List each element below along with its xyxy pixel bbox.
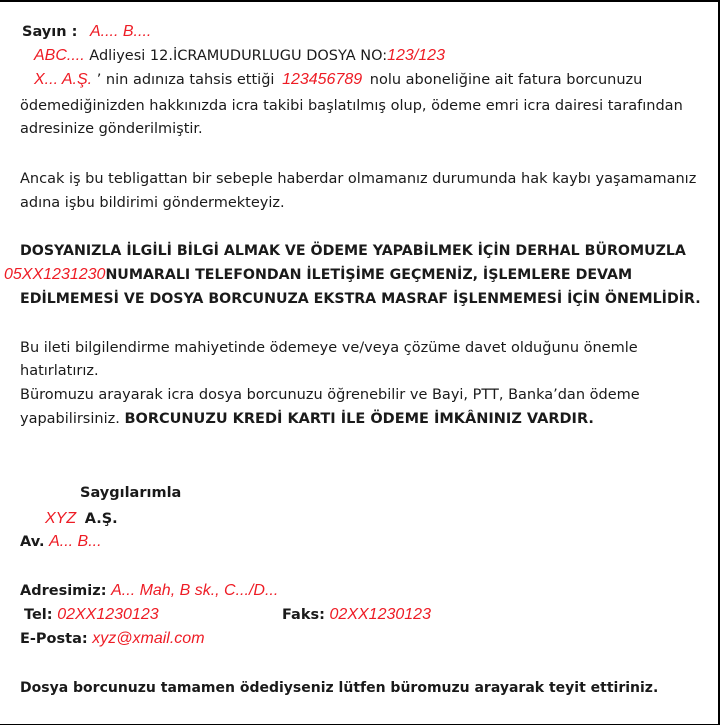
warning-line-2-rest: NUMARALI TELEFONDAN İLETİŞİME GEÇMENİZ, İŞLEMLERE DEVAM [105,267,633,283]
warning-line-3: EDİLMEMESİ VE DOSYA BORCUNUZA EKSTRA MASRAF İŞLENMEMESİ İÇİN ÖNEMLİDİR. [20,291,701,307]
signature-company-suffix: A.Ş. [84,511,118,527]
signature-company [45,509,118,529]
paragraph-3-line-1: Bu ileti bilgilendirme mahiyetinde ödemeye ve/veya çözüme davet olduğunu önemle [20,340,638,356]
fax-label: Faks: [282,607,325,623]
lawyer-name: A... B... [49,533,102,550]
recipient-name: A.... B.... [89,23,152,40]
footer-note: Dosya borcunuzu tamamen ödediyseniz lütfen büromuzu arayarak teyit ettiriniz. [20,680,659,696]
address-label: Adresimiz: [20,583,107,599]
paragraph-3-line-2: hatırlatırız. [20,363,99,379]
paragraph-1-line-2: ödemediğinizden hakkınızda icra takibi başlatılmış olup, ödeme emri icra dairesi tarafından [20,98,683,114]
signature-company-name: XYZ [45,510,77,527]
email-label: E-Posta: [20,631,88,647]
paragraph-2-line-1: Ancak iş bu tebligattan bir sebeple haberdar olmamanız durumunda hak kaybı yaşamamanız [20,171,697,187]
tel-label: Tel: [24,607,53,623]
warning-line-2 [4,265,632,285]
fax-value: 02XX1230123 [329,606,431,623]
paragraph-1-line-1 [34,70,642,90]
lawyer-label: Av. [20,534,45,550]
file-number: 123/123 [387,47,445,64]
paragraph-3-line-3: Büromuzu arayarak icra dosya borcunuzu öğrenebilir ve Bayi, PTT, Banka’dan ödeme [20,387,640,403]
subscriber-number: 123456789 [282,71,363,88]
address-line [20,581,278,601]
court-name: ABC.... [34,47,85,64]
p1-text-a: ’ nin adınıza tahsis ettiği [96,72,275,88]
paragraph-2-line-2: adına işbu bildirimi göndermekteyiz. [20,195,285,211]
address-value: A... Mah, B sk., C.../D... [111,582,279,599]
top-border [0,0,720,2]
email-line [20,629,205,649]
regards: Saygılarımla [80,485,182,501]
paragraph-1-line-3: adresinize gönderilmiştir. [20,121,203,137]
credit-card-notice: BORCUNUZU KREDİ KARTI İLE ÖDEME İMKÂNINIZ VARDIR. [124,411,594,427]
file-label: Adliyesi 12.İCRAMUDURLUGU DOSYA NO: [89,48,388,64]
paragraph-3-line-4 [20,409,594,429]
p3-line-4-text: yapabilirsiniz. [20,411,120,427]
salutation-line [22,22,151,42]
p1-text-b: nolu aboneliğine ait fatura borcunuzu [369,72,643,88]
warning-phone: 05XX1231230 [4,266,106,283]
salutation-label: Sayın : [22,24,78,40]
warning-line-1: DOSYANIZLA İLGİLİ BİLGİ ALMAK VE ÖDEME YAPABİLMEK İÇİN DERHAL BÜROMUZLA [20,243,686,259]
email-value: xyz@xmail.com [92,630,205,647]
signature-lawyer [20,532,102,552]
fax-line [282,605,431,625]
tel-value: 02XX1230123 [57,606,159,623]
company-name: X... A.Ş. [34,71,93,88]
file-number-line [34,46,445,66]
tel-line [24,605,159,625]
